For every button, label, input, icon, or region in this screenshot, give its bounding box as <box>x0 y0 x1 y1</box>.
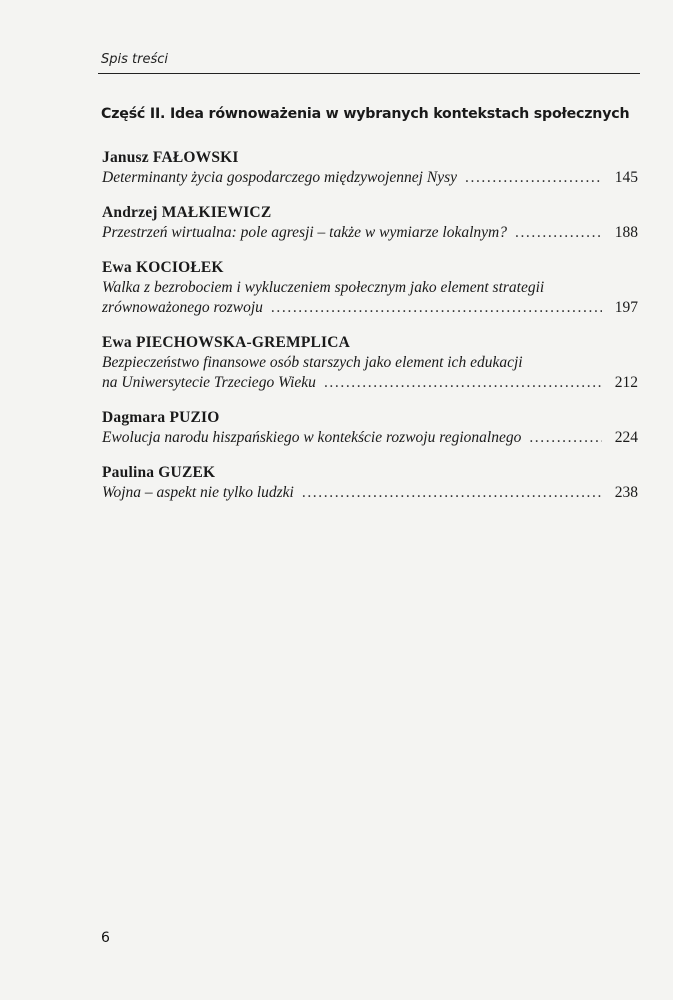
entry-title-line: Walka z bezrobociem i wykluczeniem społecznym jako element strategii <box>102 279 545 296</box>
entry-title: Przestrzeń wirtualna: pole agresji – także w wymiarze lokalnym? <box>102 224 507 241</box>
entry-title-row <box>102 168 638 188</box>
entry-title-row <box>102 428 638 448</box>
entry-author: Andrzej MAŁKIEWICZ <box>102 204 272 221</box>
entry-page-number: 145 <box>614 169 638 186</box>
entry-title: na Uniwersytecie Trzeciego Wieku <box>102 374 316 391</box>
running-head: Spis treści <box>101 52 168 67</box>
entry-title-row <box>102 223 638 243</box>
entry-author: Ewa PIECHOWSKA-GREMPLICA <box>102 334 351 351</box>
dot-leader <box>271 298 602 318</box>
entry-page-number: 212 <box>614 374 638 391</box>
dot-leader <box>529 428 602 448</box>
entry-title-row <box>102 298 638 318</box>
part-title: Część II. Idea równoważenia w wybranych kontekstach społecznych <box>101 106 630 122</box>
dot-leader <box>515 223 602 243</box>
toc-entry <box>102 258 638 318</box>
dot-leader <box>324 373 602 393</box>
entry-title-row <box>102 483 638 503</box>
dot-leader <box>302 483 602 503</box>
entry-title: Determinanty życia gospodarczego międzywojennej Nysy <box>102 169 457 186</box>
dot-leader <box>465 168 602 188</box>
entry-title-row <box>102 373 638 393</box>
toc-entry <box>102 408 638 448</box>
entry-author: Paulina GUZEK <box>102 464 216 481</box>
entry-author: Janusz FAŁOWSKI <box>102 149 239 166</box>
entry-title: zrównoważonego rozwoju <box>102 299 263 316</box>
entry-page-number: 224 <box>614 429 638 446</box>
entry-title: Wojna – aspekt nie tylko ludzki <box>102 484 294 501</box>
toc-entry <box>102 148 638 188</box>
entry-page-number: 238 <box>614 484 638 501</box>
entry-author: Ewa KOCIOŁEK <box>102 259 224 276</box>
toc-entry <box>102 463 638 503</box>
page-number: 6 <box>101 930 110 946</box>
entry-page-number: 188 <box>614 224 638 241</box>
entry-page-number: 197 <box>614 299 638 316</box>
toc-entry <box>102 333 638 393</box>
entry-title: Ewolucja narodu hiszpańskiego w kontekście rozwoju regionalnego <box>102 429 522 446</box>
toc-entries <box>102 148 638 518</box>
toc-entry <box>102 203 638 243</box>
entry-title-line: Bezpieczeństwo finansowe osób starszych jako element ich edukacji <box>102 354 523 371</box>
entry-author: Dagmara PUZIO <box>102 409 220 426</box>
header-rule <box>98 73 640 74</box>
